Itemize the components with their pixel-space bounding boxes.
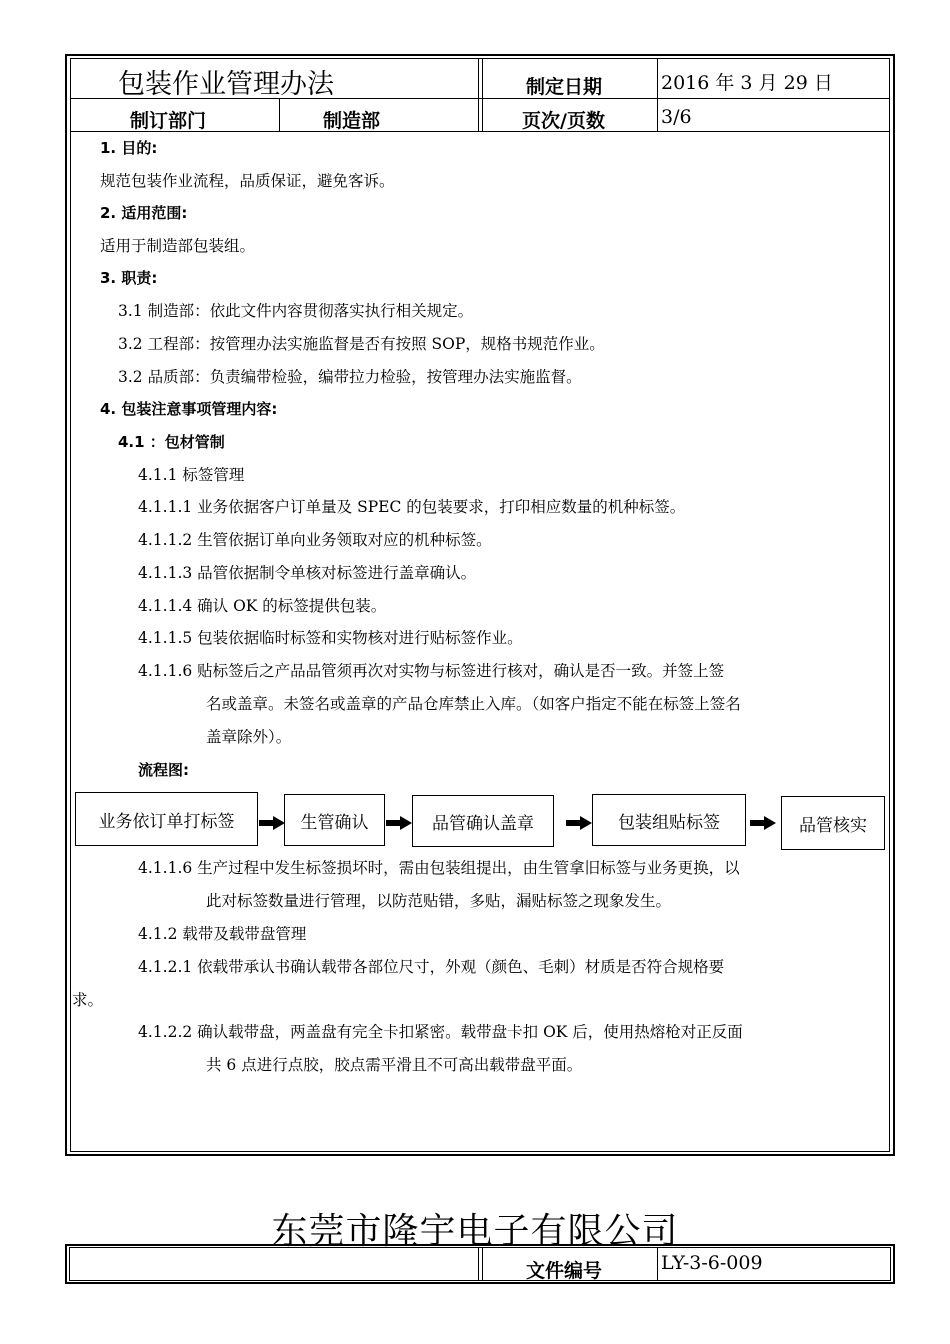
doc-number-label: 文件编号 (526, 1260, 603, 1282)
flow-arrow-1 (259, 816, 285, 830)
section-4-1-1-6b-line2: 此对标签数量进行管理，以防范贴错，多贴，漏贴标签之现象发生。 (206, 892, 672, 910)
section-3-3: 3.2 品质部：负责编带检验，编带拉力检验，按管理办法实施监督。 (118, 368, 582, 386)
footer-vdivider-1 (478, 1247, 479, 1281)
header-vdivider-1 (478, 58, 479, 132)
header-vdivider-1b (482, 58, 483, 132)
company-name: 东莞市隆宇电子有限公司 (271, 1211, 679, 1252)
section-1-title: 1. 目的: (100, 139, 158, 157)
flow-step-4-label: 包装组贴标签 (618, 812, 720, 833)
page-label: 页次/页数 (522, 110, 605, 132)
section-4-1-1-1: 4.1.1.1 业务依据客户订单量及 SPEC 的包装要求，打印相应数量的机种标签。 (138, 498, 686, 516)
section-3-2: 3.2 工程部：按管理办法实施监督是否有按照 SOP，规格书规范作业。 (118, 335, 605, 353)
section-4-1-1-6-line3: 盖章除外）。 (206, 728, 292, 746)
section-4-1-1: 4.1.1 标签管理 (138, 466, 245, 484)
doc-number-value: LY-3-6-009 (661, 1252, 763, 1274)
dept-label: 制订部门 (130, 110, 207, 132)
flow-arrow-2 (386, 816, 412, 830)
section-4-title: 4. 包装注意事项管理内容: (100, 400, 278, 418)
section-4-1-2-2-line1: 4.1.2.2 确认载带盘，两盖盘有完全卡扣紧密。载带盘卡扣 OK 后，使用热熔枪对正反面 (138, 1023, 743, 1041)
flow-step-2-label: 生管确认 (300, 812, 369, 833)
footer-vdivider-2 (657, 1247, 658, 1281)
section-2-text: 适用于制造部包装组。 (100, 237, 256, 255)
header-vdivider-3 (279, 99, 280, 132)
section-3-title: 3. 职责: (100, 269, 158, 287)
flow-step-1 (75, 792, 258, 846)
page-value: 3/6 (661, 106, 692, 128)
flow-step-2 (284, 794, 385, 846)
date-label: 制定日期 (526, 76, 603, 98)
section-4-1-1-6b-line1: 4.1.1.6 生产过程中发生标签损坏时，需由包装组提出，由生管拿旧标签与业务更换，以 (138, 859, 740, 877)
section-4-1-1-6-line2: 名或盖章。未签名或盖章的产品仓库禁止入库。（如客户指定不能在标签上签名 (206, 695, 741, 713)
footer-vdivider-1b (482, 1247, 483, 1281)
section-4-1: 4.1 ：包材管制 (118, 433, 225, 451)
flow-title: 流程图: (138, 761, 189, 779)
flow-step-1-label: 业务依订单打标签 (98, 811, 235, 832)
dept-value: 制造部 (323, 110, 381, 132)
flow-step-4 (592, 794, 746, 846)
section-4-1-1-2: 4.1.1.2 生管依据订单向业务领取对应的机种标签。 (138, 531, 492, 549)
section-4-1-1-6-line1: 4.1.1.6 贴标签后之产品品管须再次对实物与标签进行核对，确认是否一致。并签上签 (138, 662, 725, 680)
flow-step-5-label: 品管核实 (799, 815, 867, 836)
section-4-1-2: 4.1.2 载带及载带盘管理 (138, 925, 307, 943)
section-2-title: 2. 适用范围: (100, 204, 188, 222)
header-vdivider-2 (657, 58, 658, 132)
flow-step-3 (412, 795, 554, 847)
footer-frame-inner (69, 1247, 891, 1281)
section-4-1-1-5: 4.1.1.5 包装依据临时标签和实物核对进行贴标签作业。 (138, 629, 523, 647)
section-4-1-1-3: 4.1.1.3 品管依据制令单核对标签进行盖章确认。 (138, 564, 477, 582)
section-4-1-2-1-line2: 求。 (72, 991, 104, 1009)
section-3-1: 3.1 制造部：依此文件内容贯彻落实执行相关规定。 (118, 302, 474, 320)
section-1-text: 规范包装作业流程，品质保证，避免客诉。 (100, 172, 395, 190)
flow-arrow-4 (750, 816, 776, 830)
flow-step-3-label: 品管确认盖章 (432, 813, 534, 834)
section-4-1-2-2-line2: 共 6 点进行点胶，胶点需平滑且不可高出载带盘平面。 (206, 1056, 583, 1074)
doc-title: 包装作业管理办法 (118, 69, 334, 100)
date-value: 2016 年 3 月 29 日 (661, 72, 833, 94)
flow-step-5 (781, 796, 885, 850)
section-4-1-1-4: 4.1.1.4 确认 OK 的标签提供包装。 (138, 597, 387, 615)
flow-arrow-3 (566, 816, 592, 830)
section-4-1-2-1-line1: 4.1.2.1 依载带承认书确认载带各部位尺寸，外观（颜色、毛刺）材质是否符合规格要 (138, 958, 725, 976)
